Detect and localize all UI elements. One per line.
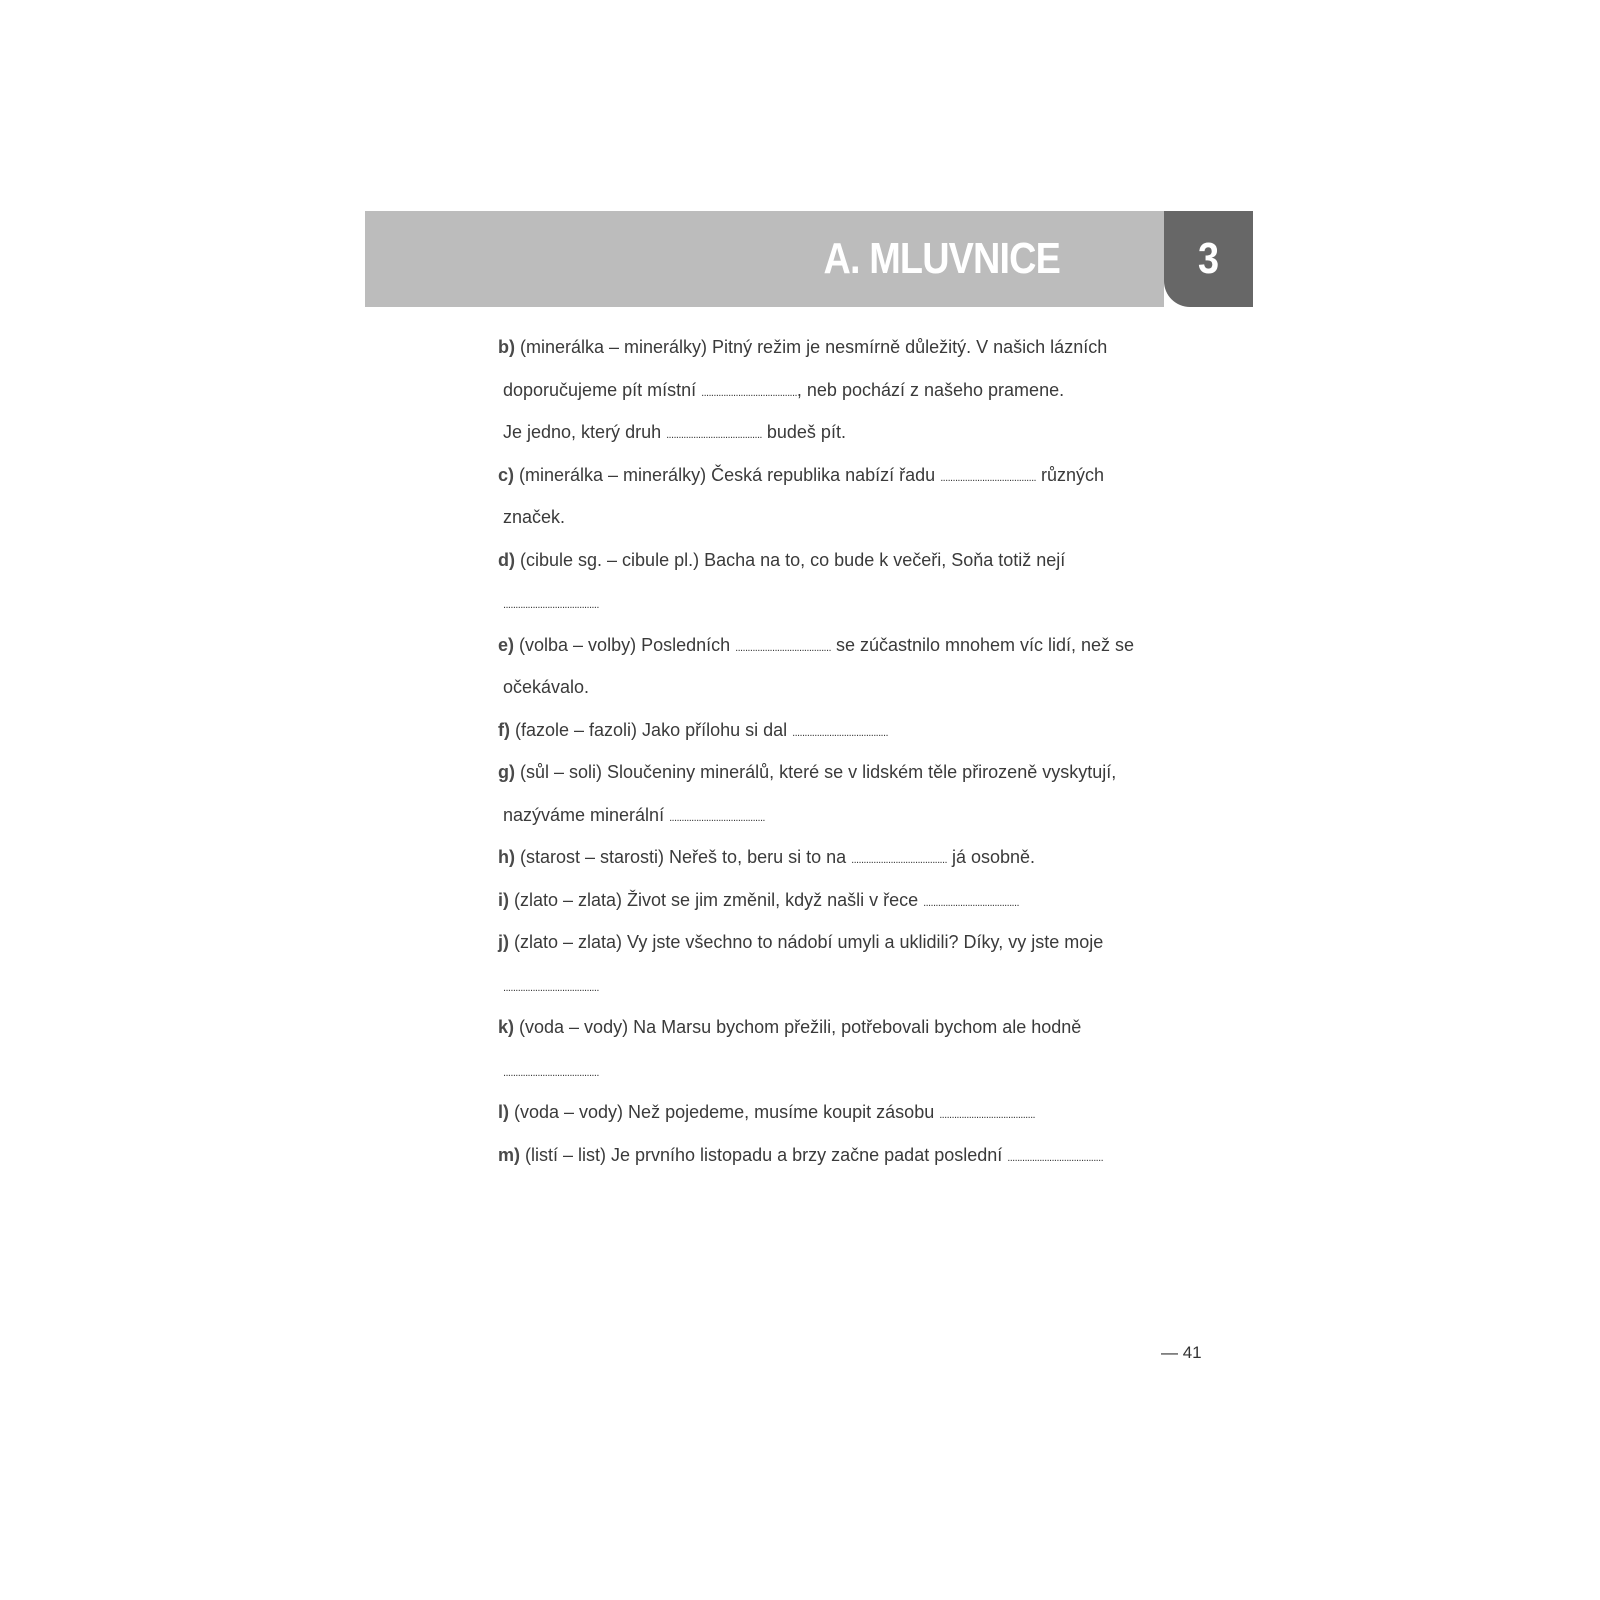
item-text: očekávalo. <box>503 677 590 697</box>
item-text: (voda – vody) Na Marsu bychom přežili, potřebovali bychom ale hodně <box>519 1017 1082 1037</box>
item-text: (volba – volby) Posledních ....................................... se zúčastnilo mnohem víc lidí, než se <box>519 634 1135 655</box>
item-text: (zlato – zlata) Život se jim změnil, když našli v řece ....................................... <box>514 889 1019 910</box>
answer-blank-dots: ....................................... <box>792 726 888 739</box>
item-text: nazýváme minerální ....................................... <box>503 804 765 825</box>
answer-blank-dots: ....................................... <box>666 429 762 441</box>
item-label: e) <box>498 634 515 655</box>
chapter-number: 3 <box>1197 234 1220 283</box>
exercise-body <box>498 326 1198 1176</box>
exercise-line <box>498 1134 1198 1177</box>
item-label: b) <box>498 337 515 357</box>
answer-blank-dots: ....................................... <box>851 854 947 866</box>
item-label: h) <box>498 847 515 867</box>
exercise-line <box>498 539 1198 582</box>
item-label: c) <box>498 464 515 485</box>
answer-blank <box>503 975 599 995</box>
item-label: j) <box>498 932 509 952</box>
item-text: (zlato – zlata) Vy jste všechno to nádobí umyli a uklidili? Díky, vy jste moje <box>514 932 1104 952</box>
answer-blank-dots: ....................................... <box>503 599 599 611</box>
chapter-tab <box>1164 211 1253 307</box>
item-label: m) <box>498 1144 520 1165</box>
exercise-line <box>498 921 1198 964</box>
exercise-line <box>498 751 1198 794</box>
item-label: f) <box>498 719 510 740</box>
item-text: (starost – starosti) Neřeš to, beru si to na ....................................... já osobně. <box>520 847 1036 867</box>
answer-blank-dots: ....................................... <box>701 386 797 399</box>
exercise-line <box>498 666 1198 709</box>
exercise-line <box>498 454 1198 497</box>
exercise-line <box>498 836 1198 879</box>
exercise-line <box>498 624 1198 667</box>
answer-blank <box>503 592 599 612</box>
answer-blank-dots: ....................................... <box>939 1109 1036 1121</box>
answer-blank-dots: ....................................... <box>669 811 765 824</box>
answer-blank-dots: ....................................... <box>923 896 1019 909</box>
item-text: (cibule sg. – cibule pl.) Bacha na to, co bude k večeři, Soňa totiž nejí <box>520 549 1066 570</box>
answer-blank-dots: ....................................... <box>503 981 599 994</box>
item-text: (minerálka – minerálky) Česká republika nabízí řadu ....................................... různých <box>519 464 1105 485</box>
answer-blank-dots: ....................................... <box>940 471 1036 484</box>
item-text: Je jedno, který druh ....................................... budeš pít. <box>503 422 846 442</box>
answer-blank <box>503 1060 599 1080</box>
item-text: (listí – list) Je prvního listopadu a brzy začne padat poslední ....................................... <box>525 1144 1104 1165</box>
item-label: g) <box>498 762 515 782</box>
exercise-line <box>498 709 1198 752</box>
item-text: (fazole – fazoli) Jako přílohu si dal ....................................... <box>515 719 888 740</box>
item-text: (minerálka – minerálky) Pitný režim je nesmírně důležitý. V našich lázních <box>520 337 1108 357</box>
item-text: doporučujeme pít místní ......................................., neb pochází z našeho pramene. <box>503 379 1065 400</box>
exercise-line <box>498 369 1198 412</box>
section-header-band <box>365 211 1164 307</box>
exercise-line <box>498 581 1198 624</box>
exercise-line <box>498 794 1198 837</box>
item-label: d) <box>498 549 515 570</box>
section-title: A. MLUVNICE <box>823 234 1060 283</box>
exercise-line <box>498 496 1198 539</box>
exercise-line <box>498 1006 1198 1049</box>
answer-blank-dots: ....................................... <box>735 641 831 654</box>
item-text: (sůl – soli) Sloučeniny minerálů, které se v lidském těle přirozeně vyskytují, <box>520 762 1117 782</box>
exercise-line <box>498 879 1198 922</box>
page-number: — 41 <box>1161 1343 1202 1362</box>
exercise-line <box>498 1049 1198 1092</box>
exercise-line <box>498 1091 1198 1134</box>
exercise-line <box>498 326 1198 369</box>
answer-blank-dots: ....................................... <box>503 1066 599 1079</box>
item-label: k) <box>498 1017 515 1037</box>
exercise-line <box>498 411 1198 454</box>
answer-blank-dots: ....................................... <box>1007 1151 1104 1164</box>
item-text: značek. <box>503 507 566 527</box>
item-label: i) <box>498 889 509 910</box>
item-label: l) <box>498 1102 509 1122</box>
item-text: (voda – vody) Než pojedeme, musíme koupit zásobu ....................................... <box>514 1102 1036 1122</box>
exercise-line <box>498 964 1198 1007</box>
